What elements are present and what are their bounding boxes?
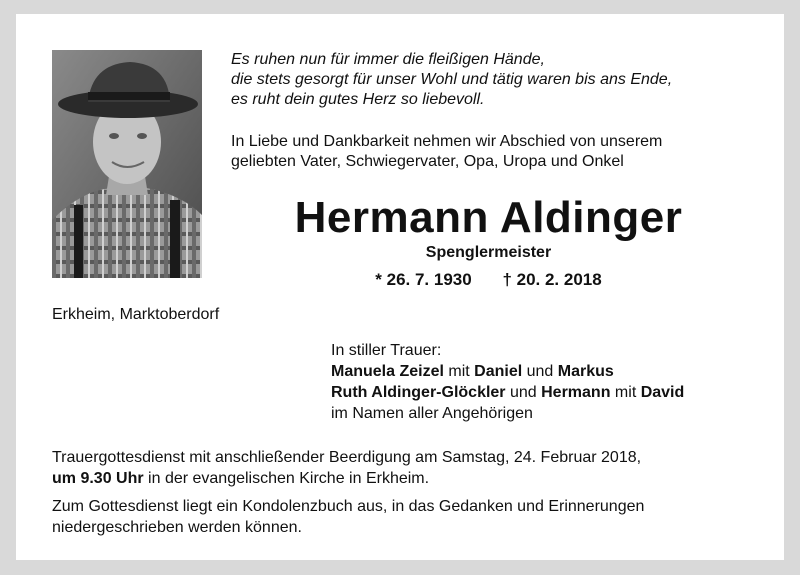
poem-line: die stets gesorgt für unser Wohl und tätig waren bis ans Ende, [231, 71, 673, 88]
connector-text: und [505, 384, 542, 401]
mourner-name: Manuela Zeizel [331, 363, 444, 380]
place-names: Erkheim, Marktoberdorf [52, 306, 220, 323]
obituary-card [16, 14, 784, 560]
birth-date: * 26. 7. 1930 [375, 270, 472, 289]
mourner-name: Ruth Aldinger-Glöckler [331, 384, 506, 401]
intro-line: In Liebe und Dankbarkeit nehmen wir Abschied von unserem [231, 133, 663, 150]
service-time: um 9.30 Uhr [52, 470, 144, 487]
portrait-photo [52, 50, 202, 278]
mourners-block [331, 340, 684, 424]
service-line: Trauergottesdienst mit anschließender Beerdigung am Samstag, 24. Februar 2018, [52, 449, 642, 466]
mourners-closing: im Namen aller Angehörigen [331, 405, 533, 422]
mourner-name: Daniel [474, 363, 523, 380]
condolence-line: Zum Gottesdienst liegt ein Kondolenzbuch aus, in das Gedanken und Erinnerungen [52, 498, 645, 515]
mourners-line [331, 361, 684, 382]
connector-text: mit [610, 384, 641, 401]
connector-text: und [522, 363, 558, 380]
intro-line: geliebten Vater, Schwiegervater, Opa, Uropa und Onkel [231, 153, 624, 170]
deceased-name: Hermann Aldinger [294, 193, 683, 242]
life-dates [231, 270, 746, 290]
condolence-note [52, 496, 752, 538]
service-location: in der evangelischen Kirche in Erkheim. [143, 470, 430, 487]
condolence-line: niedergeschrieben werden können. [52, 519, 302, 536]
connector-text: mit [443, 363, 475, 380]
funeral-service-info [52, 447, 752, 489]
death-date: † 20. 2. 2018 [502, 270, 602, 289]
farewell-intro [231, 132, 662, 172]
mourner-name: Hermann [541, 384, 611, 401]
mourner-name: Markus [557, 363, 614, 380]
poem-line: es ruht dein gutes Herz so liebevoll. [231, 91, 485, 108]
deceased-profession: Spenglermeister [425, 244, 552, 261]
mourners-heading: In stiller Trauer: [331, 342, 442, 359]
mourner-name: David [640, 384, 685, 401]
poem-line: Es ruhen nun für immer die fleißigen Hände, [231, 51, 545, 68]
mourners-line [331, 382, 684, 403]
memorial-poem [231, 50, 672, 110]
service-line [52, 468, 752, 489]
